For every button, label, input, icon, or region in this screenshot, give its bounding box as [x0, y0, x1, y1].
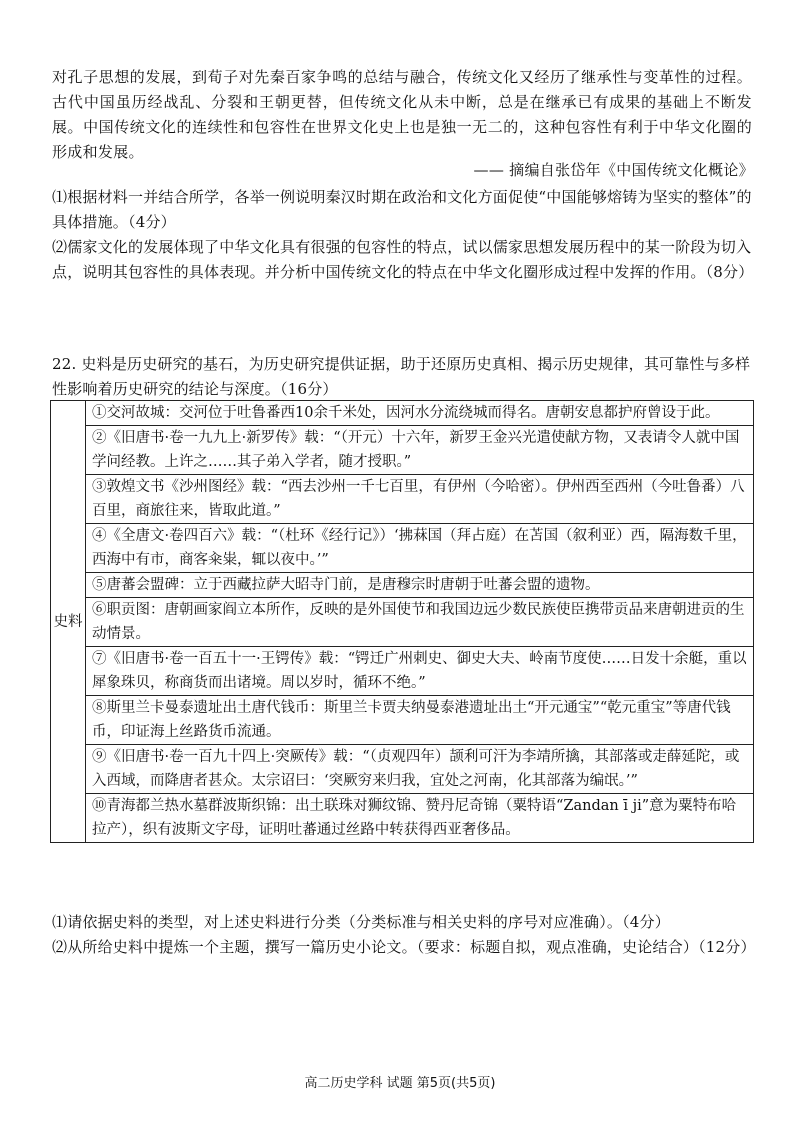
source-table	[50, 400, 754, 843]
intro-source: —— 摘编自张岱年《中国传统文化概论》	[473, 161, 754, 179]
source-item-10: ⑩青海都兰热水墓群波斯织锦：出土联珠对狮纹锦、赞丹尼奇锦（粟特语“Zandan ī ji”意为粟特布哈拉产），织有波斯文字母，证明吐蕃通过丝路中转获得西亚奢侈品。	[86, 794, 754, 843]
q21-sub2: ⑵儒家文化的发展体现了中华文化具有很强的包容性的特点，试以儒家思想发展历程中的某一阶段为切入点，说明其包容性的具体表现。并分析中国传统文化的特点在中华文化圈形成过程中发挥的作用。（8分）	[52, 238, 754, 281]
intro-paragraph: 对孔子思想的发展，到荀子对先秦百家争鸣的总结与融合，传统文化又经历了继承性与变革性的过程。古代中国虽历经战乱、分裂和王朝更替，但传统文化从未中断，总是在继承已有成果的基础上不断发展。中国传统文化的连续性和包容性在世界文化史上也是独一无二的，这种包容性有利于中华文化圈的形成和发展。	[52, 68, 752, 161]
q22-stem: 22. 史料是历史研究的基石，为历史研究提供证据，助于还原历史真相、揭示历史规律，其可靠性与多样性影响着历史研究的结论与深度。（16分）	[52, 355, 751, 398]
source-table-label: 史料	[51, 401, 86, 843]
source-item-1: ①交河故城：交河位于吐鲁番西10余千米处，因河水分流绕城而得名。唐朝安息都护府曾设于此。	[86, 401, 754, 426]
source-item-3: ③敦煌文书《沙州图经》载：“西去沙州一千七百里，有伊州（今哈密）。伊州西至西州（今吐鲁番）八百里，商旅往来，皆取此道。”	[86, 475, 754, 524]
q22-sub1: ⑴请依据史料的类型，对上述史料进行分类（分类标准与相关史料的序号对应准确）。（4分）	[52, 913, 670, 931]
source-item-8: ⑧斯里兰卡曼泰遗址出土唐代钱币：斯里兰卡贾夫纳曼泰港遗址出土“开元通宝”“乾元重宝”等唐代钱币，印证海上丝路货币流通。	[86, 696, 754, 745]
q21-sub1: ⑴根据材料一并结合所学，各举一例说明秦汉时期在政治和文化方面促使“中国能够熔铸为坚实的整体”的具体措施。（4分）	[52, 188, 752, 231]
source-item-2: ②《旧唐书·卷一九九上·新罗传》载：“（开元）十六年，新罗王金兴光遣使献方物，又表请令人就中国学问经教。上许之……其子弟入学者，随才授职。”	[86, 426, 754, 475]
source-item-5: ⑤唐蕃会盟碑：立于西藏拉萨大昭寺门前，是唐穆宗时唐朝于吐蕃会盟的遗物。	[86, 573, 754, 598]
page-footer: 高二历史学科 试题 第5页(共5页)	[304, 1076, 496, 1091]
source-item-7: ⑦《旧唐书·卷一百五十一·王锷传》载：“锷迁广州刺史、御史大夫、岭南节度使……日发十余艇，重以犀象珠贝，称商货而出诸境。周以岁时，循环不绝。”	[86, 647, 754, 696]
source-item-4: ④《全唐文·卷四百六》载：“（杜环《经行记》）‘拂菻国（拜占庭）在苫国（叙利亚）西，隔海数千里，西海中有市，商客籴粜，辄以夜中。’”	[86, 524, 754, 573]
source-item-6: ⑥职贡图：唐朝画家阎立本所作，反映的是外国使节和我国边远少数民族使臣携带贡品来唐朝进贡的生动情景。	[86, 598, 754, 647]
intro-block	[52, 65, 752, 165]
q22-sub2: ⑵从所给史料中提炼一个主题，撰写一篇历史小论文。（要求：标题自拟，观点准确，史论结合）（12分）	[52, 938, 756, 956]
source-item-9: ⑨《旧唐书·卷一百九十四上·突厥传》载：“（贞观四年）颉利可汗为李靖所擒，其部落或走薛延陀，或入西域，而降唐者甚众。太宗诏曰：‘突厥穷来归我，宜处之河南，化其部落为编氓。’”	[86, 745, 754, 794]
